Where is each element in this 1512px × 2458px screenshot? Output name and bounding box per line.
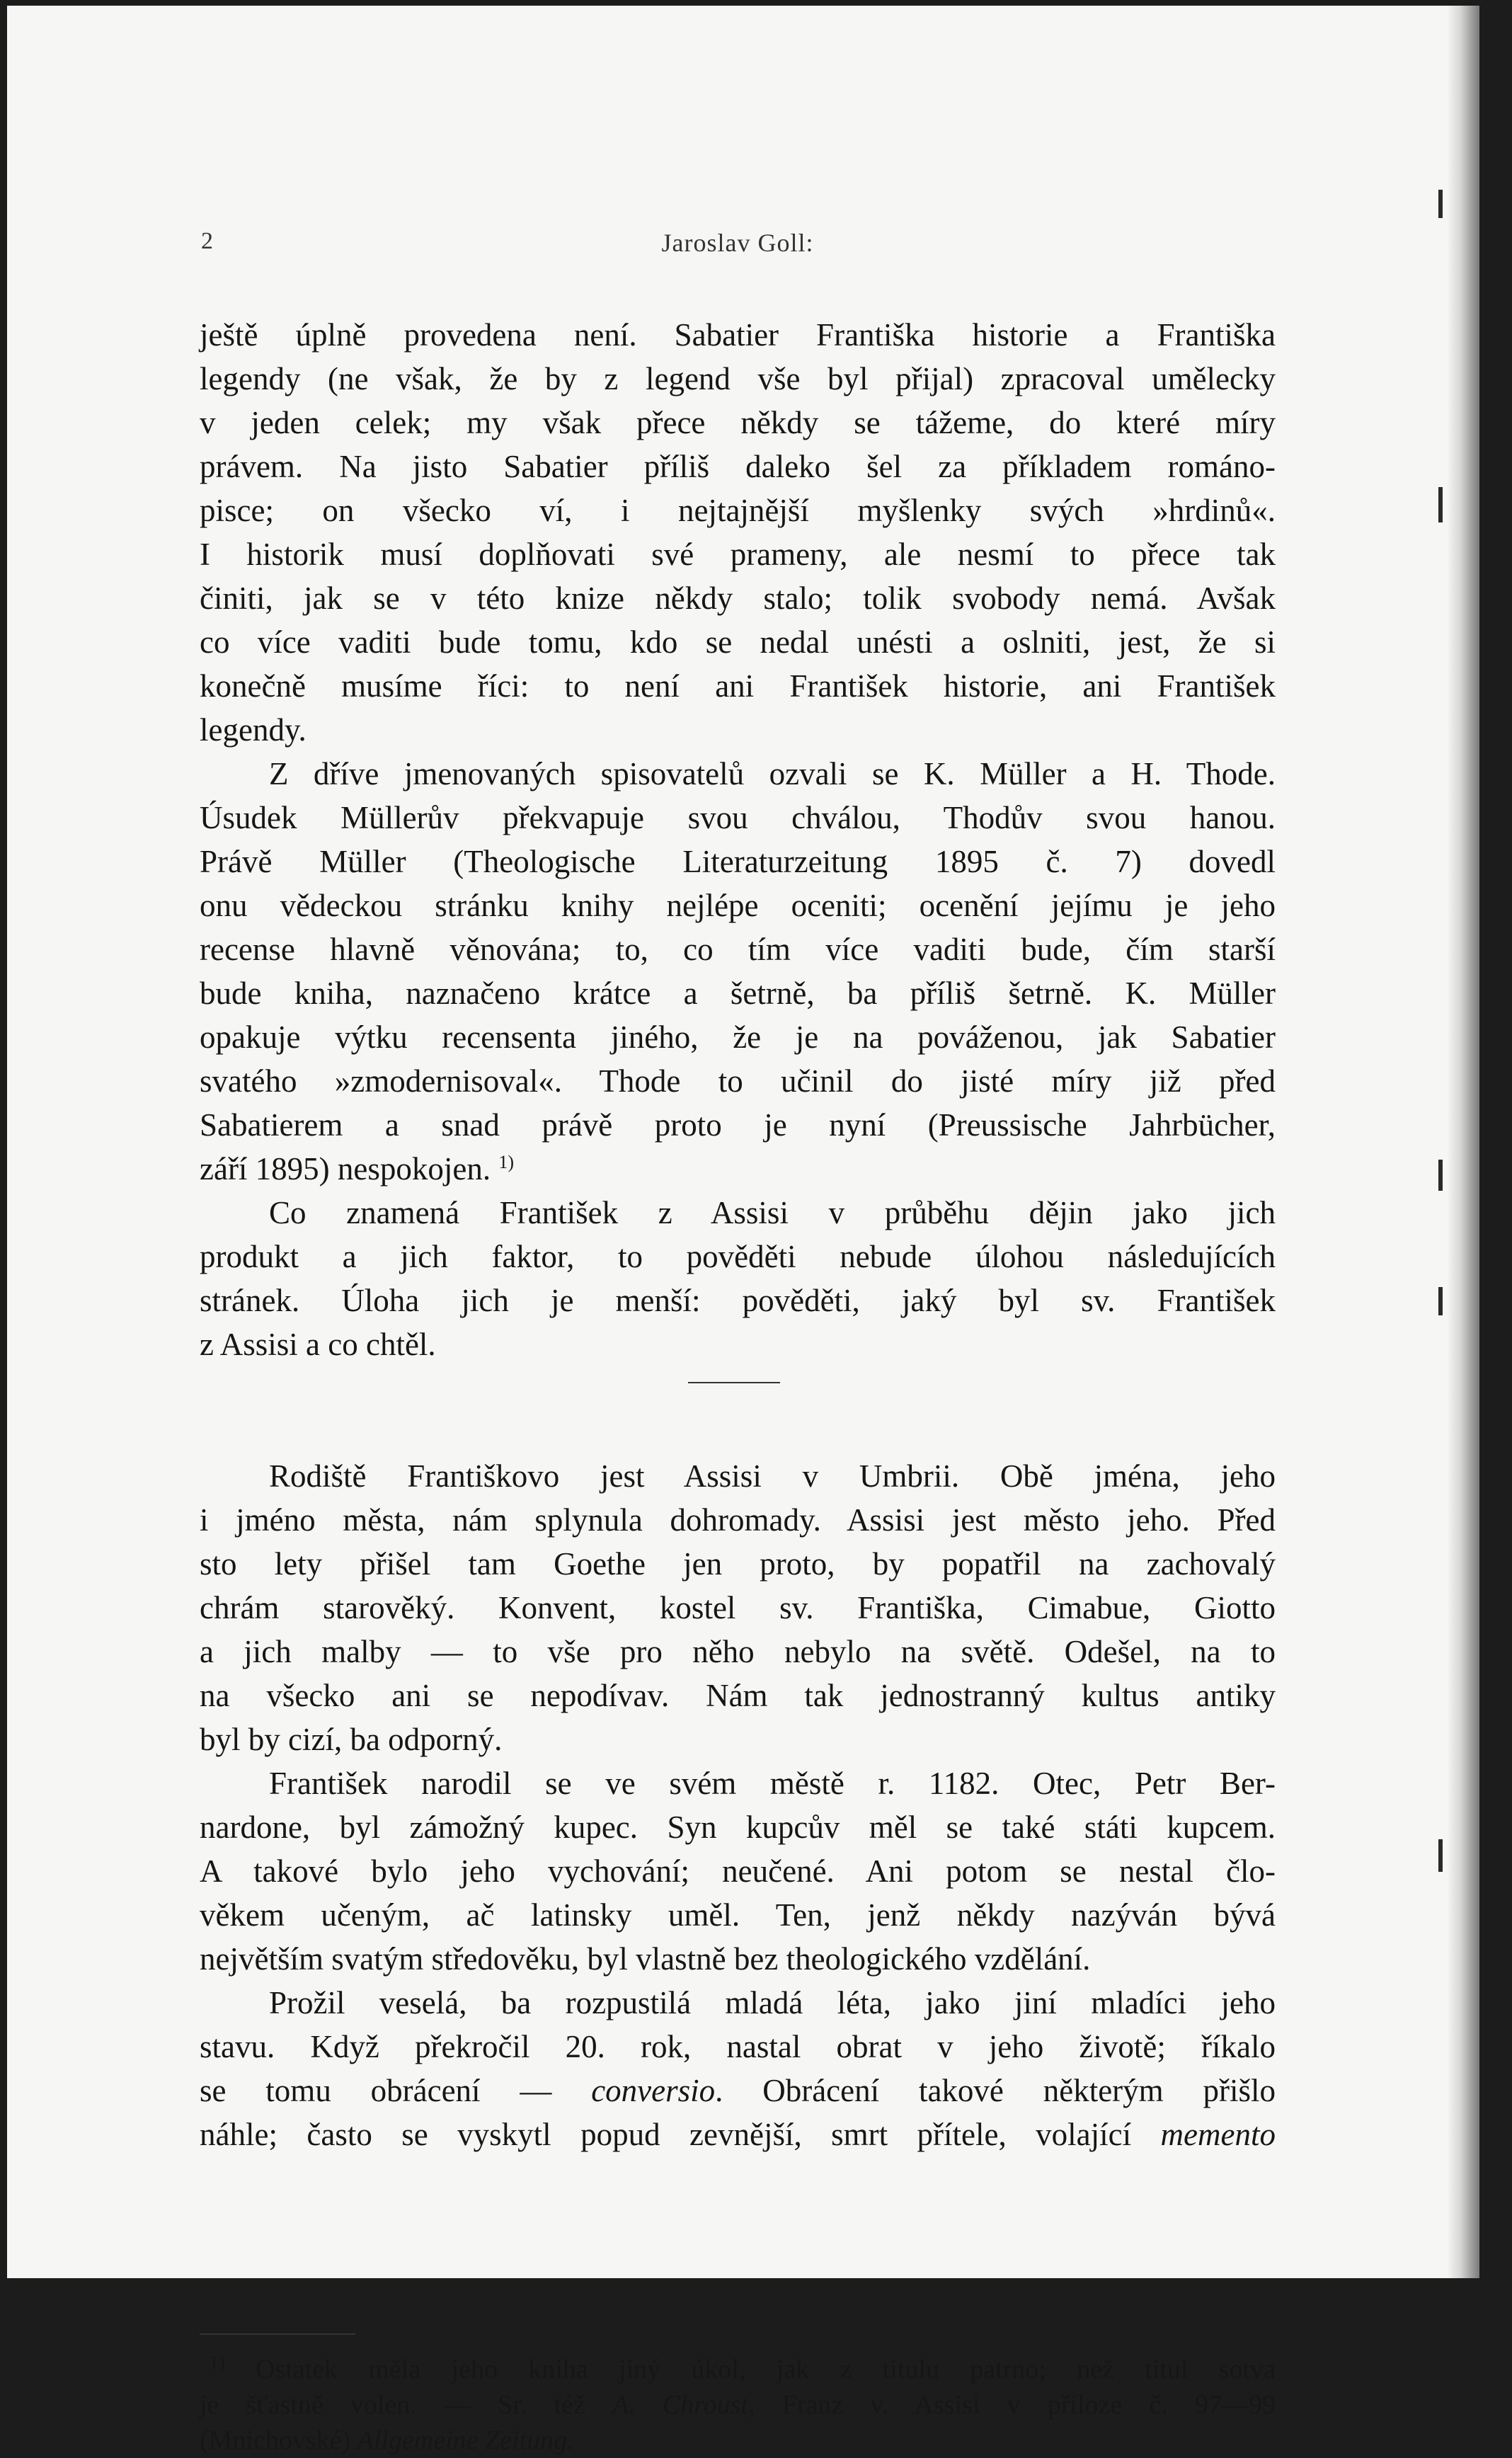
text-line: na všecko ani se nepodívav. Nám tak jednostranný kultus antiky (200, 1678, 1276, 1713)
margin-mark (1438, 1839, 1443, 1872)
text-line: A takové bylo jeho vychování; neučené. Ani potom se nestal člo- (200, 1853, 1276, 1889)
margin-mark (1438, 190, 1443, 218)
paragraph (200, 1191, 1276, 1366)
text-run: se tomu obrácení — (200, 2073, 592, 2108)
text-line: Z dříve jmenovaných spisovatelů ozvali se K. Müller a H. Thode. (269, 756, 1276, 791)
text-run: Ostatek měla jeho kniha jiný úkol, jak z titulu patrno; než titul sotva (224, 2355, 1276, 2384)
italic-term: conversio (591, 2073, 716, 2108)
text-line: legendy. (200, 712, 307, 748)
italic-term: A. Chroust, (612, 2390, 755, 2420)
text-line: a jich malby — to vše pro něho nebylo na světě. Odešel, na to (200, 1634, 1276, 1669)
text-line: Prožil veselá, ba rozpustilá mladá léta, jako jiní mladíci jeho (269, 1985, 1276, 2020)
text-line: stavu. Když překročil 20. rok, nastal obrat v jeho životě; říkalo (200, 2029, 1276, 2064)
text-line: z Assisi a co chtěl. (200, 1327, 436, 1362)
text-line: opakuje výtku recensenta jiného, že je na pováženou, jak Sabatier (200, 1019, 1276, 1055)
body-text (200, 313, 1276, 2156)
text-run: náhle; často se vyskytl popud zevnější, smrt přítele, volající (200, 2117, 1161, 2152)
paragraph (200, 1981, 1276, 2156)
text-run: září 1895) nespokojen. (200, 1151, 491, 1187)
text-run: Franz v. Assisi v příloze č. 97—99 (755, 2390, 1276, 2420)
text-line: legendy (ne však, že by z legend vše byl přijal) zpracoval umělecky (200, 361, 1276, 396)
text-line: Právě Müller (Theologische Literaturzeitung 1895 č. 7) dovedl (200, 844, 1276, 879)
text-line: bude kniha, naznačeno krátce a šetrně, ba příliš šetrně. K. Müller (200, 976, 1276, 1011)
text-line: ještě úplně provedena není. Sabatier Františka historie a Františka (200, 317, 1276, 353)
footnote-line (200, 2352, 1276, 2387)
text-line: právem. Na jisto Sabatier příliš daleko šel za příkladem románo- (200, 449, 1276, 484)
text-line: v jeden celek; my však přece někdy se tážeme, do které míry (200, 405, 1276, 440)
text-line: Sabatierem a snad právě proto je nyní (Preussische Jahrbücher, (200, 1107, 1276, 1143)
text-run: (Mnichovské) (200, 2425, 357, 2455)
text-line: i jméno města, nám splynula dohromady. Assisi jest město jeho. Před (200, 1502, 1276, 1538)
text-line: věkem učeným, ač latinsky uměl. Ten, jenž někdy nazýván bývá (200, 1897, 1276, 1933)
text-line: chrám starověký. Konvent, kostel sv. Františka, Cimabue, Giotto (200, 1590, 1276, 1625)
text-line: činiti, jak se v této knize někdy stalo; tolik svobody nemá. Avšak (200, 581, 1276, 616)
footnote-divider (200, 2333, 355, 2335)
section-divider (200, 1366, 1276, 1410)
italic-term: memento (1160, 2117, 1276, 2152)
text-line: I historik musí doplňovati své prameny, ale nesmí to přece tak (200, 537, 1276, 572)
text-line: Co znamená František z Assisi v průběhu dějin jako jich (269, 1195, 1276, 1230)
text-line: produkt a jich faktor, to pověděti nebude úlohou následujících (200, 1239, 1276, 1274)
page-header (200, 228, 1276, 270)
italic-term: Allgemeine Zeitung. (357, 2425, 574, 2455)
paragraph (200, 1761, 1276, 1981)
text-line: byl by cizí, ba odporný. (200, 1722, 503, 1757)
text-line: svatého »zmodernisoval«. Thode to učinil do jisté míry již před (200, 1063, 1276, 1099)
text-line: největším svatým středověku, byl vlastně bez theologického vzdělání. (200, 1941, 1091, 1977)
text-line (200, 2069, 1276, 2113)
paragraph (200, 752, 1276, 1191)
footnote-marker: 1) (210, 2352, 225, 2373)
text-line (200, 2113, 1276, 2156)
section-gap (200, 1410, 1276, 1454)
text-line: Úsudek Müllerův překvapuje svou chválou, Thodův svou hanou. (200, 800, 1276, 835)
text-line: onu vědeckou stránku knihy nejlépe oceniti; ocenění jejímu je jeho (200, 888, 1276, 923)
text-line: František narodil se ve svém městě r. 1182. Otec, Petr Ber- (269, 1766, 1276, 1801)
text-line: co více vaditi bude tomu, kdo se nedal unésti a oslniti, jest, že si (200, 624, 1276, 660)
text-line: konečně musíme říci: to není ani František historie, ani František (200, 668, 1276, 704)
text-line: recense hlavně věnována; to, co tím více vaditi bude, čím starší (200, 932, 1276, 967)
paragraph (200, 313, 1276, 752)
margin-mark (1438, 1287, 1443, 1315)
text-line: Rodiště Františkovo jest Assisi v Umbrii. Obě jména, jeho (269, 1458, 1276, 1494)
scan-edge-shadow (1447, 6, 1479, 2278)
page-number: 2 (201, 228, 213, 254)
footnote-line (200, 2387, 1276, 2423)
running-head: Jaroslav Goll: (661, 229, 814, 257)
margin-mark (1438, 1160, 1443, 1191)
text-line (200, 1147, 1276, 1191)
footnote-line (200, 2423, 1276, 2458)
footnotes (200, 2352, 1276, 2458)
margin-mark (1438, 487, 1443, 522)
paragraph (200, 1454, 1276, 1761)
text-run: . Obrácení takové některým přišlo (715, 2073, 1276, 2108)
text-line: sto lety přišel tam Goethe jen proto, by popatřil na zachovalý (200, 1546, 1276, 1582)
text-line: stránek. Úloha jich je menší: pověděti, jaký byl sv. František (200, 1283, 1276, 1318)
footnote-reference[interactable]: 1) (498, 1152, 515, 1172)
text-run: je šťastně volen. — Sr. též (200, 2390, 613, 2420)
text-line: pisce; on všecko ví, i nejtajnější myšlenky svých »hrdinů«. (200, 493, 1276, 528)
text-line: nardone, byl zámožný kupec. Syn kupcův měl se také státi kupcem. (200, 1810, 1276, 1845)
